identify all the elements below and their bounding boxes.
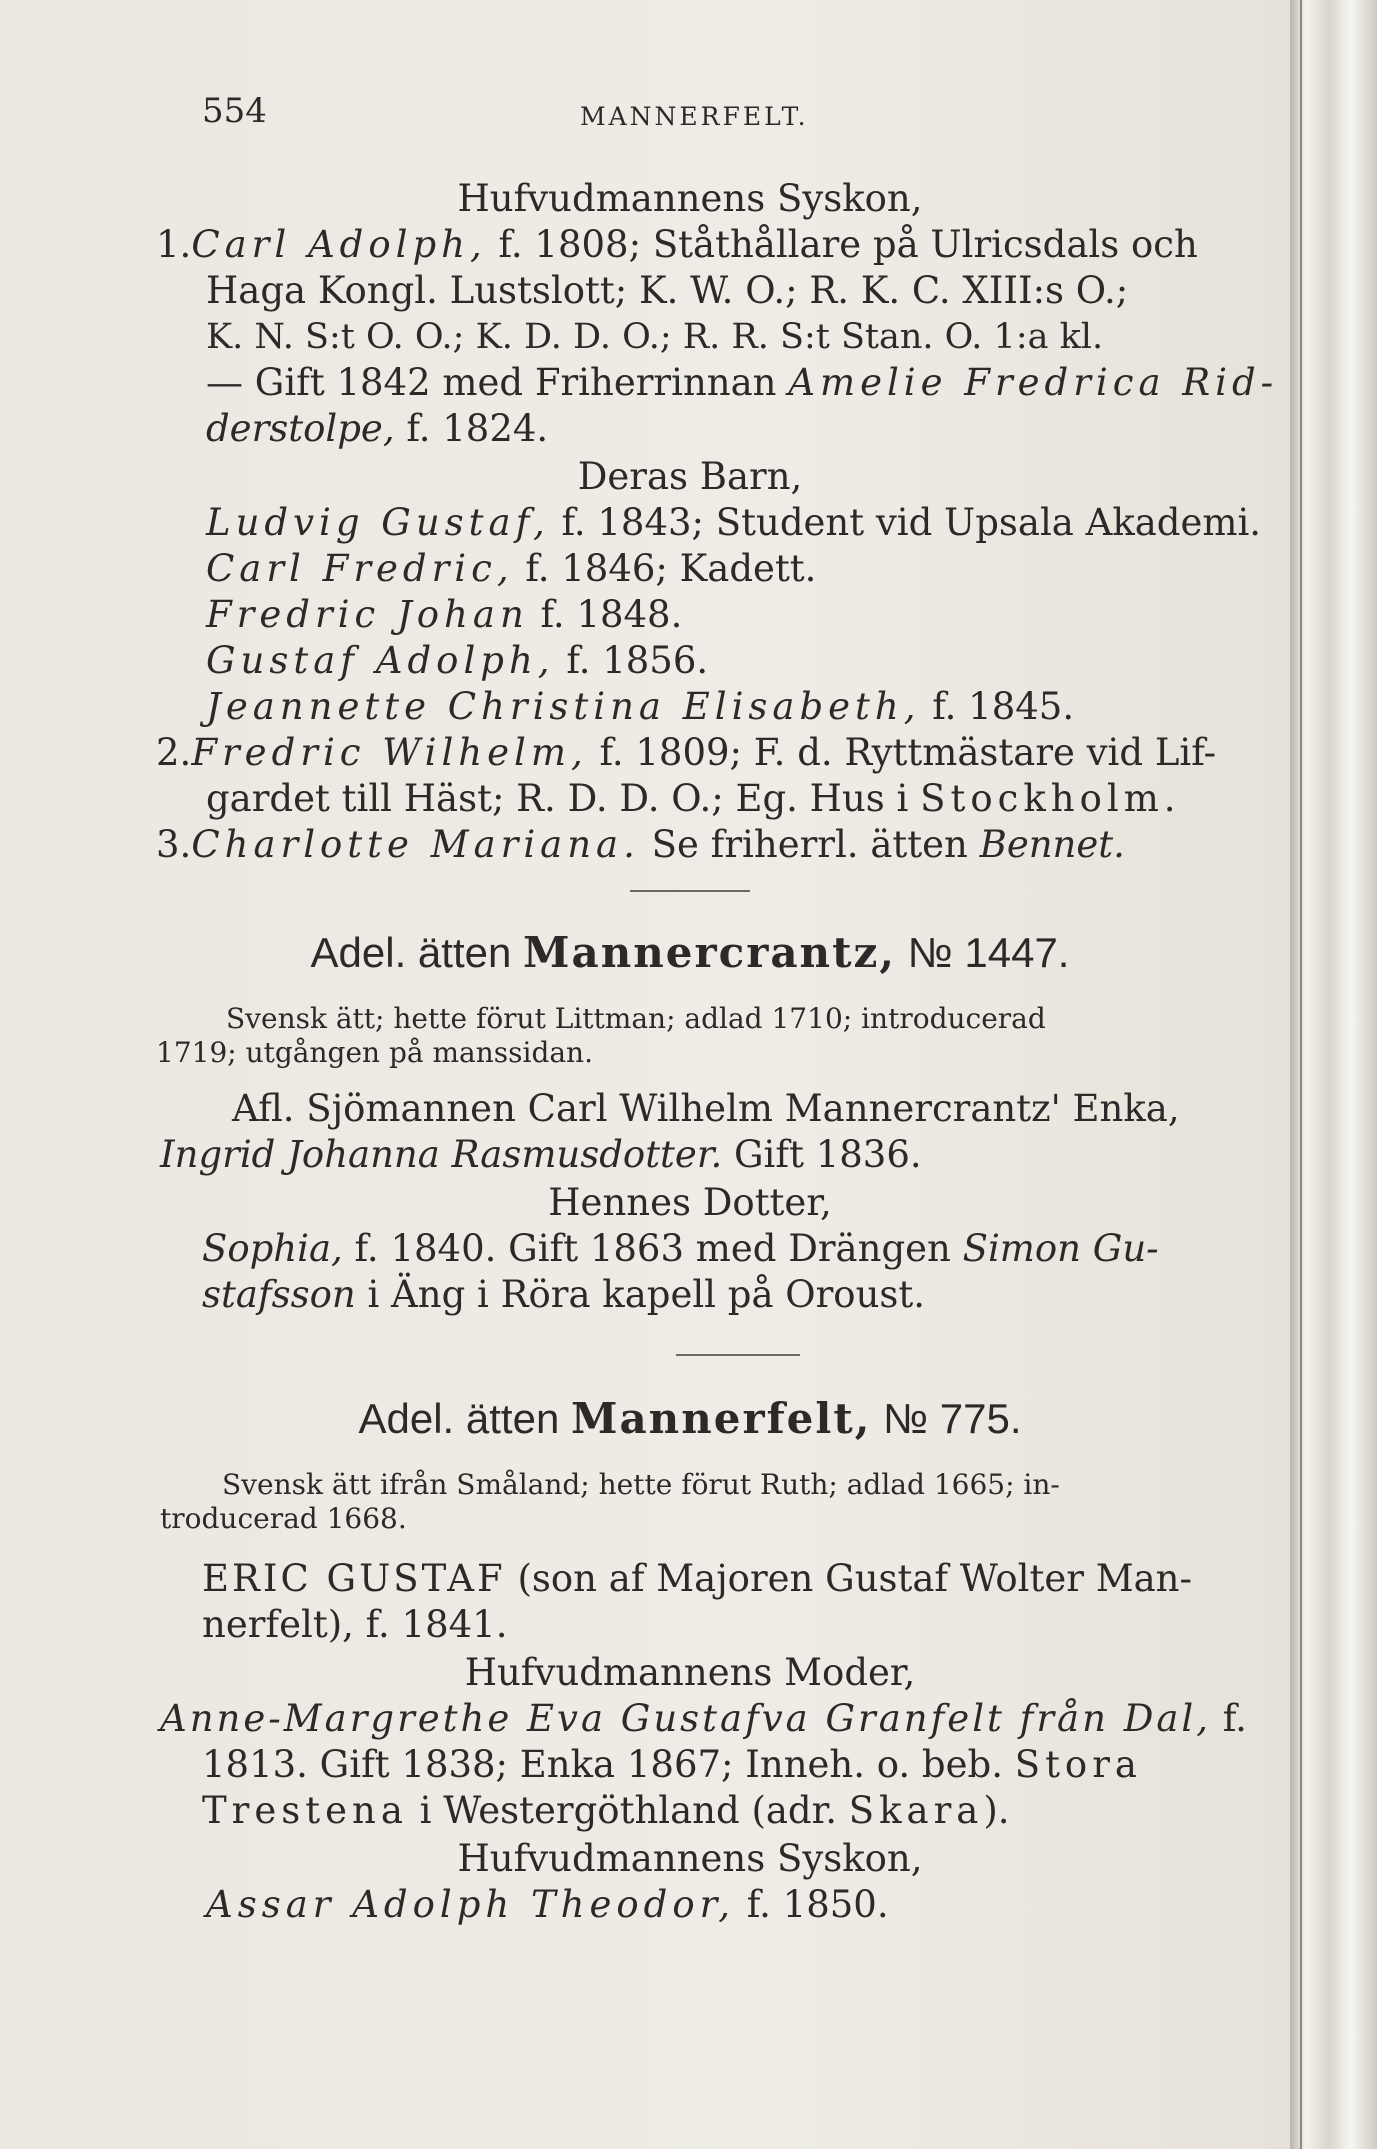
entry-1-line-2: Haga Kongl. Lustslott; K. W. O.; R. K. C. XIII:s O.; — [206, 269, 1129, 312]
entry-text: f. 1809; F. d. Ryttmästare vid Lif- — [587, 731, 1217, 774]
entry-2-line-1 — [156, 730, 1216, 776]
book-spine — [1290, 0, 1377, 2149]
child-5 — [206, 684, 1074, 730]
family-heading-mannerfelt — [150, 1394, 1230, 1444]
person-name: Carl Adolph, — [191, 223, 487, 266]
family-name: Mannercrantz, — [523, 928, 896, 977]
child-text: f. 1846; Kadett. — [513, 547, 817, 590]
entry-number: 3. — [156, 823, 192, 866]
mother-name: Anne-Margrethe Eva Gustafva Granfelt från Dal, — [160, 1697, 1212, 1740]
child-text: f. 1848. — [528, 593, 683, 636]
entry-text: f. 1850. — [735, 1883, 889, 1926]
child-text: f. 1843; Student vid Upsala Akademi. — [549, 501, 1262, 544]
child-2 — [206, 546, 816, 592]
daughter-line-1 — [202, 1226, 1159, 1272]
family-number: № 775. — [871, 1395, 1022, 1442]
entry-text: f. 1808; Ståthållare på Ulricsdals och — [486, 223, 1198, 266]
child-1 — [206, 500, 1261, 546]
family-description-2: 1719; utgången på manssidan. — [156, 1036, 593, 1069]
siblings-heading: Hufvudmannens Syskon, — [457, 177, 923, 220]
head-line-1 — [202, 1556, 1192, 1602]
family-description-2: troducerad 1668. — [160, 1502, 407, 1535]
child-name: Fredric Johan — [206, 593, 529, 636]
child-3 — [206, 592, 682, 638]
entry-text: f. 1840. Gift 1863 med Drängen — [342, 1227, 963, 1270]
spouse-name: Simon Gu- — [962, 1227, 1159, 1270]
head-line-2: nerfelt), f. 1841. — [202, 1603, 508, 1646]
daughter-heading: Hennes Dotter, — [548, 1181, 832, 1224]
children-heading: Deras Barn, — [577, 455, 803, 498]
page-edge — [1300, 0, 1302, 2149]
entry-1-line-4 — [206, 360, 1278, 406]
entry-text: gardet till Häst; R. D. D. O.; Eg. Hus i — [206, 777, 921, 820]
heading-prefix: Adel. ätten — [358, 1395, 571, 1442]
mother-line-2 — [202, 1742, 1142, 1788]
sibling-name: Assar Adolph Theodor, — [206, 1883, 736, 1926]
running-title: MANNERFELT. — [580, 102, 809, 131]
mother-heading: Hufvudmannens Moder, — [464, 1651, 916, 1694]
child-text: f. 1856. — [554, 639, 709, 682]
entry-text: (son af Majoren Gustaf Wolter Man- — [505, 1557, 1193, 1600]
entry-number: 1. — [156, 223, 192, 266]
widow-name: Ingrid Johanna Rasmusdotter. — [160, 1133, 723, 1176]
spouse-name: stafsson — [202, 1273, 356, 1316]
entry-text: i Äng i Röra kapell på Oroust. — [355, 1273, 926, 1316]
family-description-1: Svensk ätt; hette förut Littman; adlad 1710; introducerad — [226, 1002, 1046, 1035]
mother-line-3 — [202, 1788, 1010, 1834]
entry-2-line-2 — [206, 776, 1181, 822]
head-name: ERIC GUSTAF — [202, 1557, 506, 1600]
section-divider — [630, 890, 750, 892]
entry-text: 1813. Gift 1838; Enka 1867; Inneh. o. beb. — [202, 1743, 1015, 1786]
entry-text: ). — [983, 1789, 1010, 1832]
entry-1-line-3: K. N. S:t O. O.; K. D. D. O.; R. R. S:t Stan. O. 1:a kl. — [206, 317, 1104, 357]
child-name: Jeannette Christina Elisabeth, — [206, 685, 921, 728]
widow-line-2 — [160, 1132, 922, 1178]
entry-text: f. — [1211, 1697, 1247, 1740]
spouse-name: derstolpe, — [206, 407, 395, 450]
entry-1-line-1 — [156, 222, 1198, 268]
child-name: Gustaf Adolph, — [206, 639, 555, 682]
entry-text: f. 1824. — [394, 407, 549, 450]
place-name: Skara — [848, 1789, 984, 1832]
place-name: Trestena — [202, 1789, 408, 1832]
section-divider — [676, 1354, 800, 1356]
page-number: 554 — [202, 91, 267, 131]
entry-text: Gift 1836. — [722, 1133, 922, 1176]
spouse-name: Amelie Fredrica Rid- — [788, 361, 1279, 404]
family-number: № 1447. — [895, 929, 1070, 976]
family-reference: Bennet. — [979, 823, 1125, 866]
entry-text: — Gift 1842 med Friherrinnan — [206, 361, 789, 404]
child-4 — [206, 638, 708, 684]
person-name: Fredric Wilhelm, — [191, 731, 588, 774]
heading-prefix: Adel. ätten — [310, 929, 524, 976]
entry-text: Se friherrl. ätten — [639, 823, 980, 866]
place-name: Stora — [1014, 1743, 1142, 1786]
entry-number: 2. — [156, 731, 192, 774]
place-name: Stockholm. — [920, 777, 1181, 820]
family-description-1: Svensk ätt ifrån Småland; hette förut Ruth; adlad 1665; in- — [222, 1468, 1060, 1501]
family-name: Mannerfelt, — [570, 1394, 872, 1443]
siblings-heading: Hufvudmannens Syskon, — [457, 1837, 923, 1880]
entry-3-line-1 — [156, 822, 1125, 868]
child-text: f. 1845. — [920, 685, 1075, 728]
family-heading-mannercrantz — [150, 928, 1230, 978]
daughter-line-2 — [202, 1272, 925, 1318]
mother-line-1 — [160, 1696, 1247, 1742]
child-name: Ludvig Gustaf, — [206, 501, 550, 544]
entry-text: i Westergöthland (adr. — [407, 1789, 849, 1832]
daughter-name: Sophia, — [202, 1227, 343, 1270]
entry-1-line-5 — [206, 406, 548, 452]
child-name: Carl Fredric, — [206, 547, 514, 590]
widow-line-1: Afl. Sjömannen Carl Wilhelm Mannercrantz' Enka, — [232, 1087, 1180, 1130]
sibling-line — [206, 1882, 889, 1928]
person-name: Charlotte Mariana. — [191, 823, 640, 866]
